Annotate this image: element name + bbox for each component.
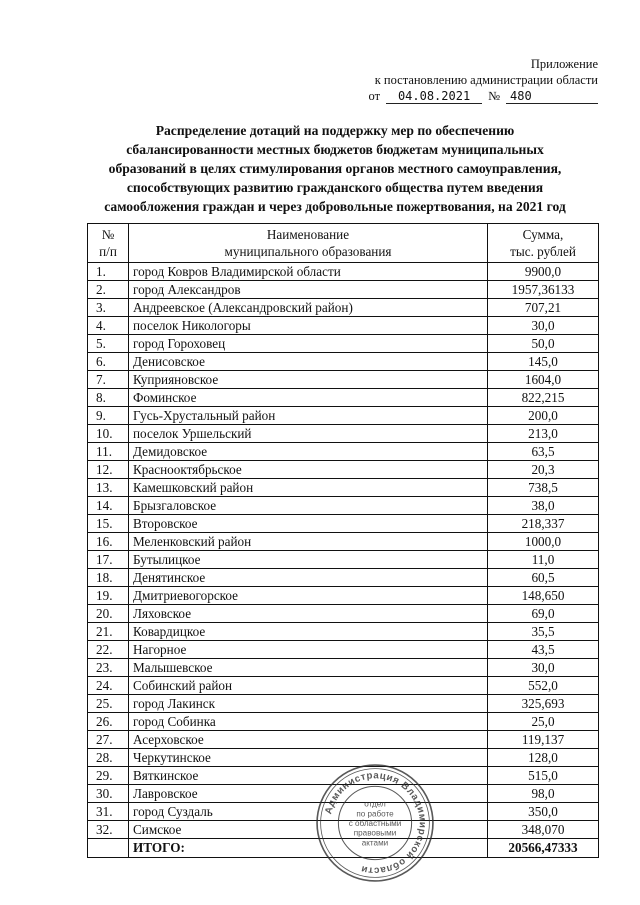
- table-row: [88, 677, 599, 695]
- resolution-date: 04.08.2021: [386, 90, 482, 104]
- row-sum: 60,5: [488, 569, 599, 587]
- row-name: Демидовское: [129, 443, 488, 461]
- row-number: 17.: [88, 551, 129, 569]
- row-name: город Александров: [129, 281, 488, 299]
- row-name: поселок Никологоры: [129, 317, 488, 335]
- row-sum: 1604,0: [488, 371, 599, 389]
- row-number: 13.: [88, 479, 129, 497]
- row-number: 9.: [88, 407, 129, 425]
- row-number: 30.: [88, 785, 129, 803]
- row-name: поселок Уршельский: [129, 425, 488, 443]
- table-row: [88, 695, 599, 713]
- table-row: [88, 479, 599, 497]
- title-line: Распределение дотаций на поддержку мер по обеспечению: [155, 123, 515, 138]
- row-number: 7.: [88, 371, 129, 389]
- header-number: [88, 224, 129, 263]
- table-row: [88, 713, 599, 731]
- row-name: Симское: [129, 821, 488, 839]
- row-name: Лавровское: [129, 785, 488, 803]
- row-name: Камешковский район: [129, 479, 488, 497]
- row-name: Брызгаловское: [129, 497, 488, 515]
- row-number: 3.: [88, 299, 129, 317]
- row-number: 5.: [88, 335, 129, 353]
- table-row: [88, 641, 599, 659]
- date-prefix: от: [368, 89, 381, 103]
- row-name: Меленковский район: [129, 533, 488, 551]
- row-name: Собинский район: [129, 677, 488, 695]
- table-row: [88, 803, 599, 821]
- row-name: Андреевское (Александровский район): [129, 299, 488, 317]
- row-name: Второвское: [129, 515, 488, 533]
- distribution-table: [87, 223, 599, 858]
- row-sum: 738,5: [488, 479, 599, 497]
- table-row: [88, 461, 599, 479]
- header-sum-line2: тыс. рублей: [510, 244, 576, 259]
- appendix-header: [338, 56, 598, 104]
- row-sum: 69,0: [488, 605, 599, 623]
- row-number: 32.: [88, 821, 129, 839]
- row-sum: 20,3: [488, 461, 599, 479]
- row-name: Черкутинское: [129, 749, 488, 767]
- table-row: [88, 587, 599, 605]
- row-name: Денисовское: [129, 353, 488, 371]
- row-name: город Лакинск: [129, 695, 488, 713]
- row-number: 10.: [88, 425, 129, 443]
- row-name: Бутылицкое: [129, 551, 488, 569]
- row-sum: 30,0: [488, 317, 599, 335]
- header-sum: [488, 224, 599, 263]
- table-row: [88, 551, 599, 569]
- document-title: [60, 121, 610, 216]
- row-sum: 25,0: [488, 713, 599, 731]
- row-sum: 30,0: [488, 659, 599, 677]
- row-number: 23.: [88, 659, 129, 677]
- stamp-center-line: с областными: [348, 819, 402, 829]
- title-line: сбалансированности местных бюджетов бюджетам муниципальных: [126, 142, 544, 157]
- row-sum: 128,0: [488, 749, 599, 767]
- row-name: город Собинка: [129, 713, 488, 731]
- row-sum: 145,0: [488, 353, 599, 371]
- table-row: [88, 821, 599, 839]
- row-sum: 98,0: [488, 785, 599, 803]
- row-number: 22.: [88, 641, 129, 659]
- table-row: [88, 749, 599, 767]
- row-sum: 63,5: [488, 443, 599, 461]
- row-sum: 38,0: [488, 497, 599, 515]
- table-row: [88, 299, 599, 317]
- table-row: [88, 353, 599, 371]
- row-sum: 148,650: [488, 587, 599, 605]
- header-name-line2: муниципального образования: [224, 244, 392, 259]
- row-sum: 325,693: [488, 695, 599, 713]
- row-name: Дмитриевогорское: [129, 587, 488, 605]
- stamp-center-line: актами: [361, 838, 389, 848]
- row-number: 14.: [88, 497, 129, 515]
- row-number: 4.: [88, 317, 129, 335]
- stamp-center-line: отдел: [364, 799, 386, 809]
- stamp-ring-text: Администрация Владимирской области: [323, 770, 428, 876]
- row-number: 12.: [88, 461, 129, 479]
- row-number: 29.: [88, 767, 129, 785]
- table-row: [88, 443, 599, 461]
- row-sum: 350,0: [488, 803, 599, 821]
- table-row: [88, 317, 599, 335]
- row-sum: 213,0: [488, 425, 599, 443]
- row-number: 21.: [88, 623, 129, 641]
- row-sum: 11,0: [488, 551, 599, 569]
- header-number-line2: п/п: [99, 244, 117, 259]
- row-number: 31.: [88, 803, 129, 821]
- row-number: 19.: [88, 587, 129, 605]
- row-name: Асерховское: [129, 731, 488, 749]
- table-row: [88, 335, 599, 353]
- appendix-label: Приложение: [530, 57, 598, 71]
- row-sum: 50,0: [488, 335, 599, 353]
- total-label: ИТОГО:: [129, 839, 488, 858]
- stamp-center-line: по работе: [356, 809, 394, 819]
- appendix-subtitle: к постановлению администрации области: [374, 73, 598, 87]
- row-name: Денятинское: [129, 569, 488, 587]
- total-row: [88, 839, 599, 858]
- row-name: Вяткинское: [129, 767, 488, 785]
- row-sum: 1000,0: [488, 533, 599, 551]
- table-row: [88, 569, 599, 587]
- header-sum-line1: Сумма,: [522, 227, 564, 242]
- row-sum: 35,5: [488, 623, 599, 641]
- row-sum: 822,215: [488, 389, 599, 407]
- row-sum: 552,0: [488, 677, 599, 695]
- row-sum: 515,0: [488, 767, 599, 785]
- table-row: [88, 497, 599, 515]
- table-row: [88, 371, 599, 389]
- row-number: 28.: [88, 749, 129, 767]
- table-row: [88, 425, 599, 443]
- title-line: образований в целях стимулирования органов местного самоуправления,: [108, 161, 562, 176]
- row-number: 27.: [88, 731, 129, 749]
- row-name: Краснооктябрьское: [129, 461, 488, 479]
- row-name: город Суздаль: [129, 803, 488, 821]
- table-row: [88, 605, 599, 623]
- row-name: Нагорное: [129, 641, 488, 659]
- row-number: 20.: [88, 605, 129, 623]
- row-number: 16.: [88, 533, 129, 551]
- appendix-reference: [338, 88, 598, 104]
- row-name: Куприяновское: [129, 371, 488, 389]
- row-sum: 9900,0: [488, 263, 599, 281]
- row-name: город Ковров Владимирской области: [129, 263, 488, 281]
- row-number: 25.: [88, 695, 129, 713]
- stamp-center-line: правовыми: [353, 828, 397, 838]
- table-row: [88, 731, 599, 749]
- row-sum: 200,0: [488, 407, 599, 425]
- row-sum: 348,070: [488, 821, 599, 839]
- row-sum: 218,337: [488, 515, 599, 533]
- table-header-row: [88, 224, 599, 263]
- table-row: [88, 659, 599, 677]
- row-number: 24.: [88, 677, 129, 695]
- table-row: [88, 281, 599, 299]
- table-row: [88, 767, 599, 785]
- row-sum: 119,137: [488, 731, 599, 749]
- total-sum: 20566,47333: [488, 839, 599, 858]
- row-number: 1.: [88, 263, 129, 281]
- table-body: [88, 263, 599, 839]
- header-number-line1: №: [101, 227, 115, 242]
- row-sum: 1957,36133: [488, 281, 599, 299]
- row-sum: 43,5: [488, 641, 599, 659]
- row-name: Ляховское: [129, 605, 488, 623]
- table-row: [88, 515, 599, 533]
- title-line: способствующих развитию гражданского общества путем введения: [126, 180, 544, 195]
- table-row: [88, 389, 599, 407]
- row-name: Фоминское: [129, 389, 488, 407]
- row-name: Гусь-Хрустальный район: [129, 407, 488, 425]
- title-line: самообложения граждан и через добровольные пожертвования, на 2021 год: [104, 199, 566, 214]
- table-row: [88, 533, 599, 551]
- table-row: [88, 407, 599, 425]
- row-number: 26.: [88, 713, 129, 731]
- header-name: [129, 224, 488, 263]
- row-number: 15.: [88, 515, 129, 533]
- row-number: 11.: [88, 443, 129, 461]
- row-number: 6.: [88, 353, 129, 371]
- row-name: Малышевское: [129, 659, 488, 677]
- total-number-cell: [88, 839, 129, 858]
- row-number: 8.: [88, 389, 129, 407]
- table-row: [88, 263, 599, 281]
- row-number: 18.: [88, 569, 129, 587]
- table-row: [88, 785, 599, 803]
- resolution-number: 480: [506, 90, 598, 104]
- table-row: [88, 623, 599, 641]
- row-sum: 707,21: [488, 299, 599, 317]
- row-number: 2.: [88, 281, 129, 299]
- number-prefix: №: [488, 89, 500, 103]
- header-name-line1: Наименование: [266, 227, 350, 242]
- row-name: город Гороховец: [129, 335, 488, 353]
- row-name: Ковардицкое: [129, 623, 488, 641]
